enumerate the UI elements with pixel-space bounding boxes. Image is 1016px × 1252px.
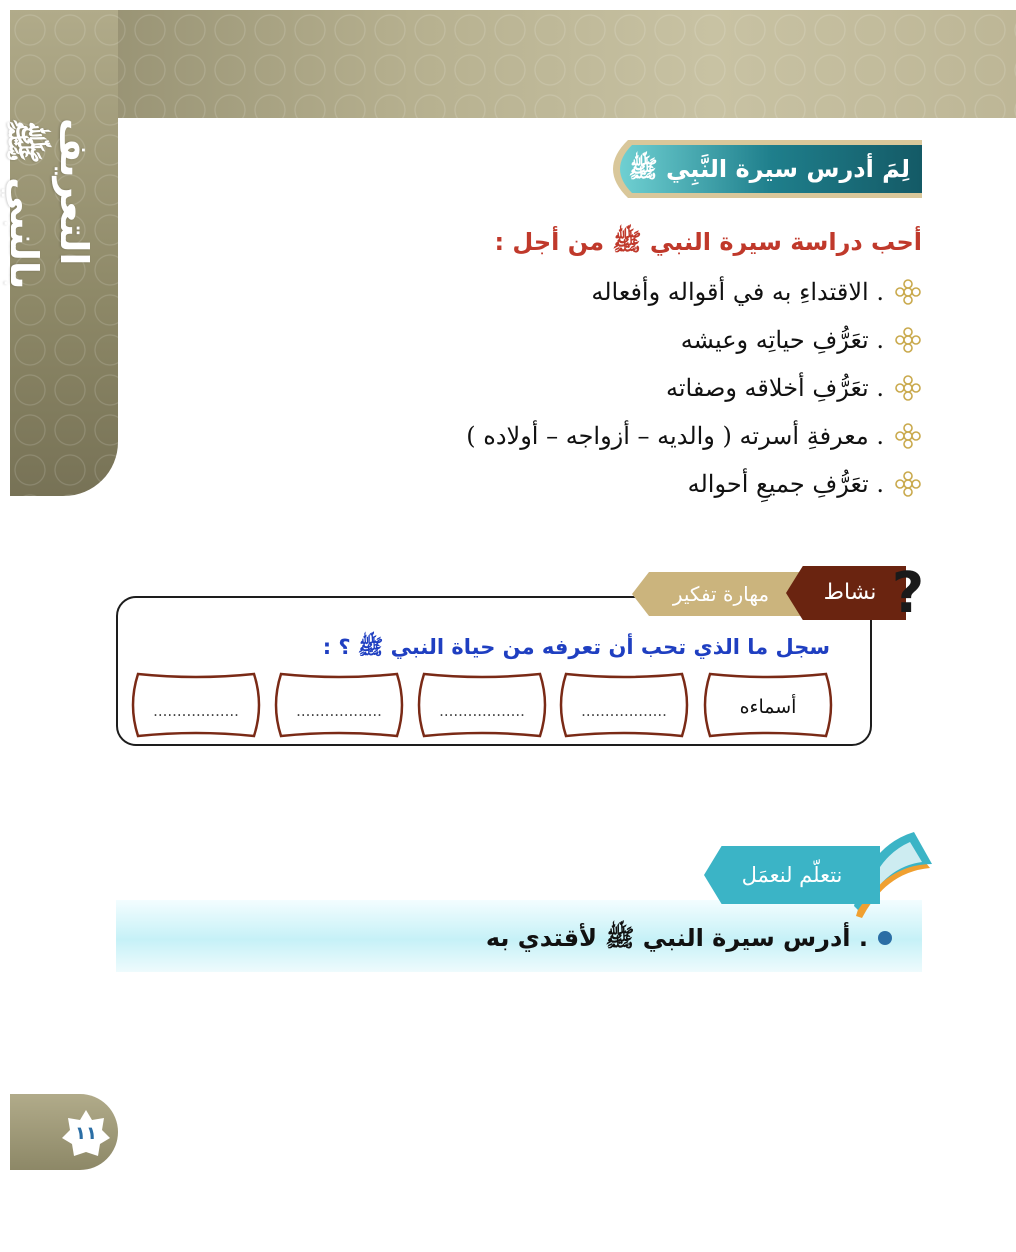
section-title: لِمَ أدرس سيرة النَّبِي ﷺ ؟ — [628, 155, 910, 231]
list-item-text: تعَرُّفِ حياتِه وعيشه . — [680, 326, 884, 354]
answer-text: .................. — [581, 702, 667, 720]
learn-statement — [292, 918, 892, 958]
answer-box[interactable] — [702, 670, 834, 740]
answer-text: .................. — [439, 702, 525, 720]
question-mark-icon: ? — [891, 561, 925, 626]
list-item — [222, 274, 922, 310]
skill-label: مهارة تفكير — [672, 582, 770, 606]
bullet-icon — [878, 931, 892, 945]
list-item — [222, 370, 922, 406]
list-item-text: تعَرُّفِ جميعِ أحواله . — [687, 470, 884, 498]
learn-label: نتعلّم لنعمَل — [741, 863, 843, 887]
list-item-text: معرفةِ أسرته ( والديه – أزواجه – أولاده ) . — [466, 422, 884, 450]
answer-text: .................. — [153, 702, 239, 720]
intro-heading: أحب دراسة سيرة النبي ﷺ من أجل : — [494, 228, 922, 256]
list-item-text: تعَرُّفِ أخلاقه وصفاته . — [665, 374, 884, 402]
activity-question: سجل ما الذي تحب أن تعرفه من حياة النبي ﷺ ؟ : — [322, 635, 830, 659]
flower-icon — [894, 278, 922, 306]
chapter-title: التعريف بالنبي ﷺ — [2, 118, 96, 290]
list-item — [222, 322, 922, 358]
answer-box[interactable] — [273, 670, 405, 740]
list-item — [222, 418, 922, 454]
flower-icon — [894, 326, 922, 354]
page-number-badge — [60, 1108, 112, 1160]
activity-label: نشاط — [823, 580, 877, 605]
answer-box[interactable] — [558, 670, 690, 740]
answer-text: أسماءه — [739, 696, 797, 718]
learn-text: أدرس سيرة النبي ﷺ لأقتدي به . — [485, 924, 868, 952]
answer-box[interactable] — [130, 670, 262, 740]
flower-icon — [894, 374, 922, 402]
header-band — [10, 10, 1016, 118]
answer-text: .................. — [296, 702, 382, 720]
flower-icon — [894, 422, 922, 450]
answer-box[interactable] — [416, 670, 548, 740]
page-number: ١١ — [75, 1123, 97, 1144]
list-item-text: الاقتداءِ به في أقواله وأفعاله . — [591, 278, 884, 306]
flower-icon — [894, 470, 922, 498]
list-item — [222, 466, 922, 502]
